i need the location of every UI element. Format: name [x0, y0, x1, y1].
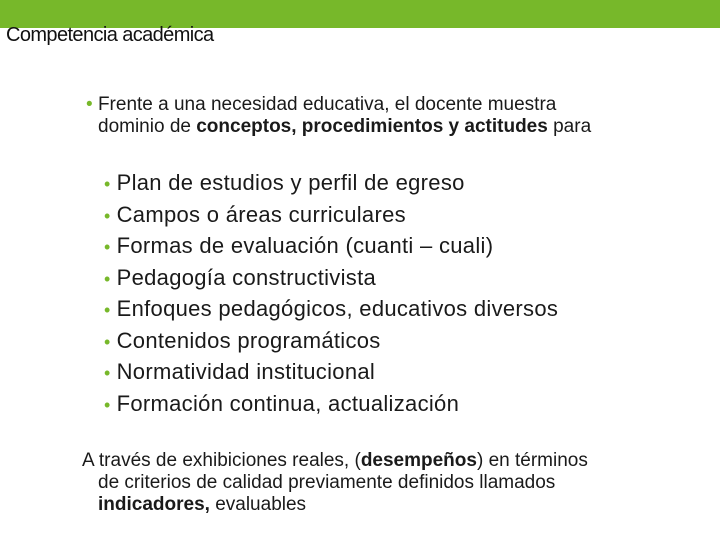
closing-paragraph [82, 450, 718, 516]
bullet-icon: • [104, 394, 111, 415]
bullet-icon: • [104, 363, 111, 383]
list-item-text: Contenidos programáticos [116, 327, 381, 353]
bullet-icon: • [104, 268, 111, 289]
intro-text-1: Frente a una necesidad educativa, el docente muestra [97, 94, 557, 115]
list-item-text: Formas de evaluación (cuanti – cuali) [116, 233, 494, 258]
bullet-icon: • [104, 331, 111, 352]
list-item-text: Pedagogía constructivista [116, 264, 377, 290]
closing-text-1-suffix: ) en términos [476, 450, 588, 471]
intro-text-2-prefix: dominio de [98, 116, 197, 137]
list-item [104, 294, 558, 326]
closing-text-3-suffix: evaluables [209, 494, 307, 515]
intro-text-2-suffix: para [547, 116, 592, 137]
bullet-icon: • [86, 94, 93, 115]
intro-line-2 [86, 116, 716, 138]
closing-line-2 [82, 472, 718, 494]
list-item [104, 326, 558, 358]
bullet-icon: • [104, 205, 111, 226]
list-item [104, 200, 558, 232]
bullet-icon: • [104, 174, 111, 194]
intro-line-1 [86, 94, 716, 116]
intro-text-2-bold: conceptos, procedimientos y actitudes [196, 116, 548, 137]
closing-line-3 [82, 494, 718, 516]
list-item [104, 357, 558, 389]
list-item-text: Normatividad institucional [116, 359, 376, 384]
list-item [104, 168, 558, 200]
bullet-icon: • [104, 237, 111, 257]
closing-text-3-bold: indicadores, [98, 494, 210, 515]
intro-paragraph [86, 94, 716, 138]
topic-list [104, 168, 558, 420]
list-item-text: Formación continua, actualización [116, 390, 460, 416]
list-item [104, 231, 558, 263]
list-item-text: Enfoques pedagógicos, educativos diversos [116, 296, 559, 321]
list-item [104, 263, 558, 295]
page-title: Competencia académica [6, 24, 214, 46]
bullet-icon: • [104, 300, 111, 320]
closing-line-1 [82, 450, 718, 472]
list-item [104, 389, 558, 421]
list-item-text: Campos o áreas curriculares [116, 201, 406, 227]
closing-text-1-bold: desempeños [360, 450, 477, 471]
closing-text-1-prefix: A través de exhibiciones reales, ( [82, 450, 361, 471]
list-item-text: Plan de estudios y perfil de egreso [116, 170, 465, 195]
closing-text-2: de criterios de calidad previamente definidos llamados [98, 472, 556, 493]
